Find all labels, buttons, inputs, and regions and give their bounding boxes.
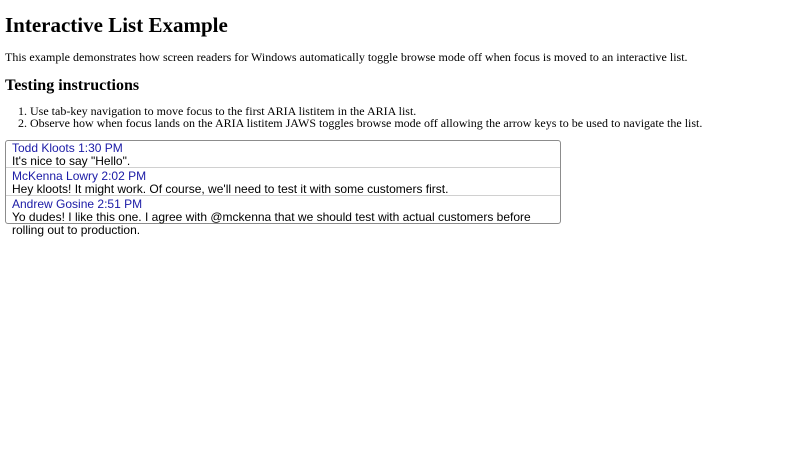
page-title: Interactive List Example [5,13,228,37]
message-time: 2:02 PM [101,169,147,183]
message-text: Yo dudes! I like this one. I agree with @mckenna that we should test with actual customers before rolling out to production. [12,210,531,237]
message-author: Todd Kloots [12,141,75,155]
instructions-list [5,106,795,129]
message-text: It's nice to say "Hello". [12,154,131,168]
message-time: 2:51 PM [97,197,143,211]
message-author: McKenna Lowry [12,169,99,183]
message-item[interactable] [6,141,560,167]
message-author: Andrew Gosine [12,197,95,211]
instruction-step: 1. Use tab-key navigation to move focus to the first ARIA listitem in the ARIA list. [30,106,795,118]
intro-text: This example demonstrates how screen readers for Windows automatically toggle browse mode off when focus is moved to an interactive list. [5,50,688,64]
message-time: 1:30 PM [78,141,123,155]
message-text: Hey kloots! It might work. Of course, we'll need to test it with some customers first. [12,182,449,196]
message-item[interactable] [6,195,560,237]
message-list [5,140,561,237]
instruction-step: 2. Observe how when focus lands on the ARIA listitem JAWS toggles browse mode off allowing the arrow keys to be used to navigate the list. [30,118,795,130]
message-item[interactable] [6,167,560,195]
instructions-heading: Testing instructions [5,77,140,94]
